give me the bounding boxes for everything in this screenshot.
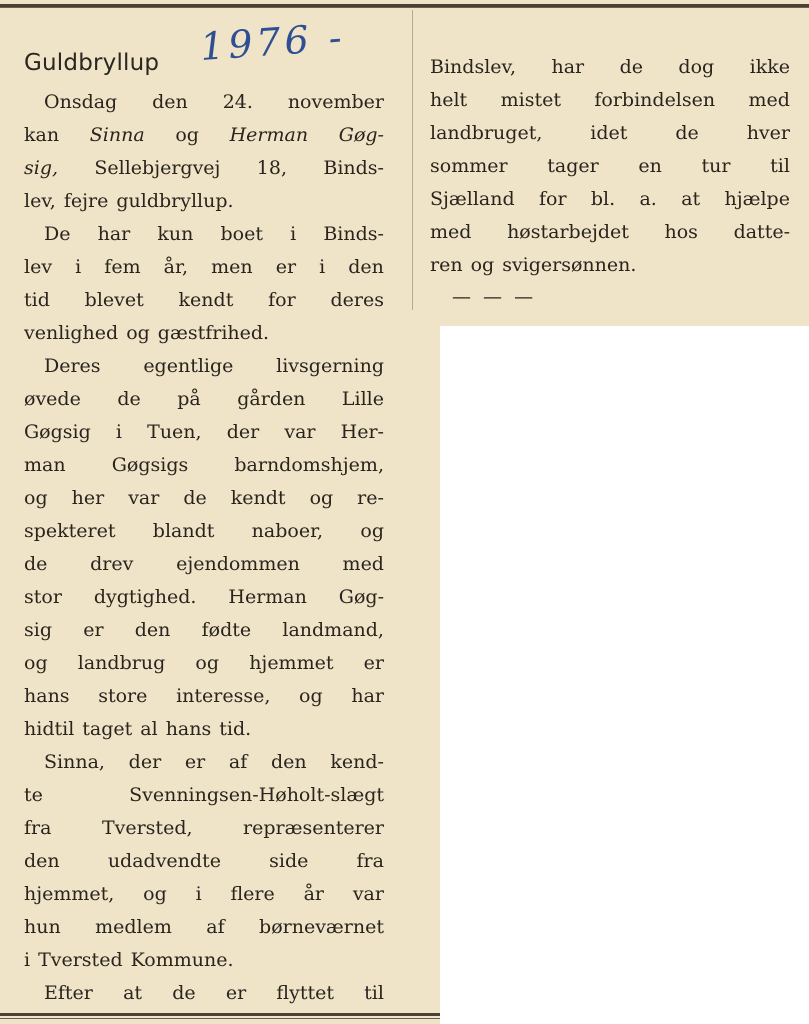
article-line: lev i fem år, men er i den [24, 256, 384, 278]
article-line: lev, fejre guldbryllup. [24, 190, 234, 212]
bottom-rule [0, 1013, 440, 1019]
article-line: te Svenningsen-Høholt-slægt [24, 784, 384, 806]
article-line: spekteret blandt naboer, og [24, 520, 384, 542]
article-line: den udadvendte side fra [24, 850, 384, 872]
article-line: kan Sinna og Herman Gøg- [24, 124, 384, 146]
article-line: man Gøgsigs barndomshjem, [24, 454, 384, 476]
article-line: hun medlem af børneværnet [24, 916, 384, 938]
article-line: venlighed og gæstfrihed. [24, 322, 270, 344]
article-line: hjemmet, og i flere år var [24, 883, 384, 905]
article-line: de drev ejendommen med [24, 553, 384, 575]
article-line: landbruget, idet de hver [430, 122, 790, 144]
article-line: sig, Sellebjergvej 18, Binds- [24, 157, 384, 179]
article-line: helt mistet forbindelsen med [430, 89, 790, 111]
article-line: fra Tversted, repræsenterer [24, 817, 384, 839]
article-line: Sinna, der er af den kend- [44, 751, 384, 773]
article-column-right [430, 51, 790, 282]
article-line: hidtil taget al hans tid. [24, 718, 252, 740]
article-headline: Guldbryllup [24, 50, 160, 76]
article-line: Sjælland for bl. a. at hjælpe [430, 188, 790, 210]
column-divider [412, 10, 413, 310]
article-line: Deres egentlige livsgerning [44, 355, 384, 377]
article-end-mark: — — — [452, 286, 537, 308]
article-column-left [24, 86, 384, 1010]
article-line: øvede de på gården Lille [24, 388, 384, 410]
article-line: De har kun boet i Binds- [44, 223, 384, 245]
article-line: og her var de kendt og re- [24, 487, 384, 509]
article-line: Bindslev, har de dog ikke [430, 56, 790, 78]
article-line: stor dygtighed. Herman Gøg- [24, 586, 384, 608]
article-line: Onsdag den 24. november [44, 91, 384, 113]
article-line: ren og svigersønnen. [430, 254, 637, 276]
article-line: sommer tager en tur til [430, 155, 790, 177]
article-line: sig er den fødte landmand, [24, 619, 384, 641]
article-line: med høstarbejdet hos datte- [430, 221, 790, 243]
handwritten-year: 1976 - [198, 14, 347, 70]
top-rule [0, 4, 809, 8]
article-line: Gøgsig i Tuen, der var Her- [24, 421, 384, 443]
article-line: i Tversted Kommune. [24, 949, 234, 971]
article-line: hans store interesse, og har [24, 685, 384, 707]
article-line: Efter at de er flyttet til [44, 982, 384, 1004]
article-line: og landbrug og hjemmet er [24, 652, 384, 674]
article-line: tid blevet kendt for deres [24, 289, 384, 311]
